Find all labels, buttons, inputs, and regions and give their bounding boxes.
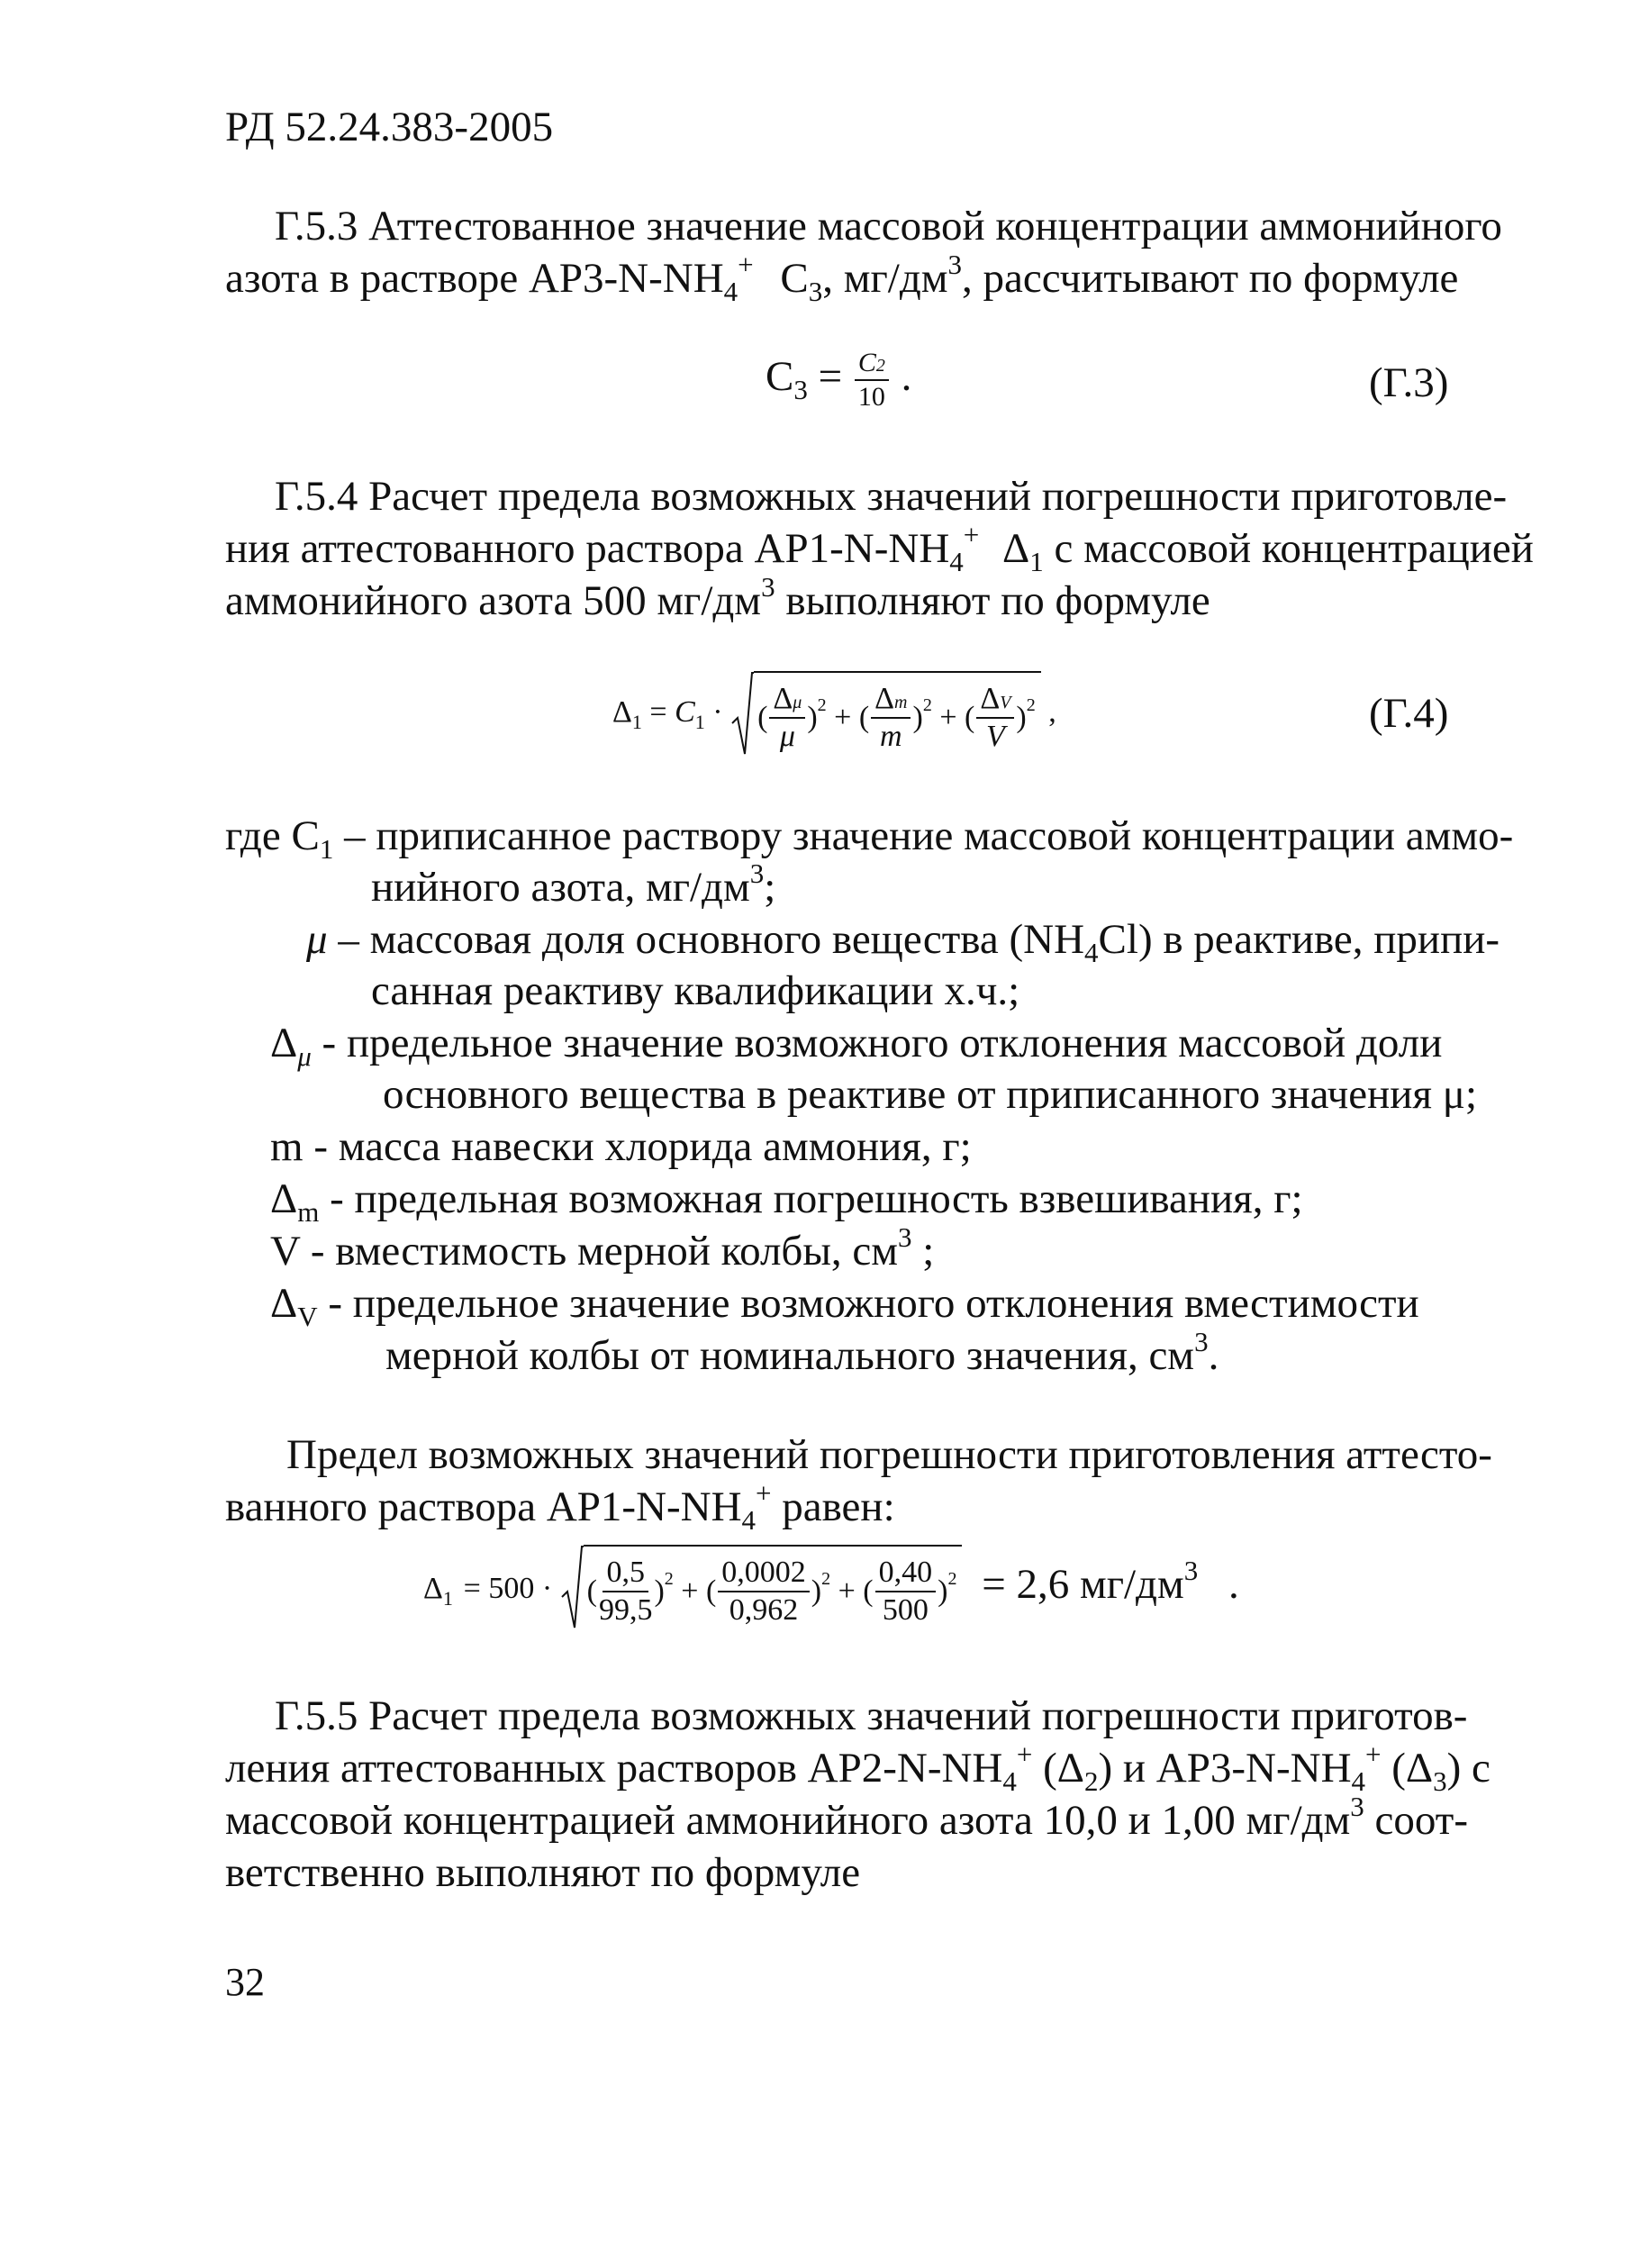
dash: –	[333, 812, 376, 859]
formula-lhs: Δ	[423, 1571, 443, 1605]
definition-delta-v-cont: мерной колбы от номинального значения, $см^3$.	[385, 1326, 1219, 1379]
text: , рассчитывают по формуле	[961, 255, 1459, 302]
symbol: m	[270, 1123, 304, 1170]
definition-c1	[225, 812, 1514, 865]
definition-mu: μ – массовая доля основного вещества $(NH_4Cl)$ в реактиве, припи-	[306, 916, 1500, 968]
text: нийного азота, мг/дм	[371, 864, 750, 911]
result-value: = 2,6 мг/дм	[982, 1560, 1184, 1608]
text: ления аттестованных растворов АР2-N-NH	[225, 1745, 1003, 1792]
paragraph-limit-line1	[286, 1431, 1492, 1478]
formula-c: 500	[488, 1571, 535, 1605]
text: массовая доля основного вещества (NH	[369, 916, 1085, 963]
denominator: 0,962	[729, 1593, 799, 1627]
text: (Δ	[1381, 1745, 1434, 1792]
formula-c: C	[675, 694, 695, 729]
text: ) и АР3-N-NH	[1098, 1745, 1352, 1792]
paragraph-g54-line2: ния аттестованного раствора $АР1-N-NH_4^+$ $\Delta_1$ с массовой концентрацией	[225, 519, 1534, 577]
page-number: 32	[225, 1960, 265, 2004]
symbol: Δ	[270, 1020, 298, 1066]
formula-g4: $\Delta_1 = C_1$ · ( $\frac{\Delta\mu}{\mu}$ ) 2 + ( $\frac{\Delta m}{m}$ ) 2 + ( $\frac{\Delta V}{V}$ ) 2 ,	[612, 671, 1056, 758]
numerator: 0,0002	[718, 1557, 810, 1592]
denominator: μ	[779, 720, 795, 753]
text: основного вещества в реактиве от приписанного значения μ;	[383, 1071, 1478, 1118]
symbol: V	[270, 1228, 301, 1275]
square-root: ( $\frac{0,5}{99,5}$ ) 2 + ( $\frac{0,0002}{0,962}$ ) 2 + ( $\frac{0,40}{500}$ ) 2	[560, 1545, 963, 1631]
dash: -	[317, 1280, 353, 1327]
text: предельная возможная погрешность взвешивания, г;	[354, 1175, 1303, 1222]
text: ния аттестованного раствора АР1-N-NH	[225, 525, 950, 572]
definition-delta-mu	[270, 1020, 1443, 1072]
equation-number-g3: (Г.3)	[1369, 359, 1449, 406]
text: равен:	[771, 1483, 895, 1530]
symbol: μ	[306, 916, 328, 963]
paragraph-g55-line4	[225, 1849, 861, 1896]
text: .	[1228, 1560, 1239, 1608]
text: предельное значение возможного отклонения вместимости	[352, 1280, 1419, 1327]
paragraph-g55-line3: массовой концентрацией аммонийного азота 10,0 и 1,00 $мг/дм^3$ соот-	[225, 1791, 1468, 1844]
text: ;	[911, 1228, 935, 1275]
text: азота в растворе АР3-N-NH	[225, 255, 724, 302]
denominator: m	[880, 720, 902, 753]
text: C	[780, 255, 809, 302]
formula-lhs: Δ	[612, 694, 632, 729]
definition-mu-cont	[371, 967, 1020, 1014]
denominator: V	[985, 720, 1005, 753]
symbol: Δ	[270, 1280, 298, 1327]
dash: –	[327, 916, 370, 963]
numerator: C	[857, 348, 876, 377]
symbol-subscript: 1	[319, 833, 334, 865]
paragraph-g55-line2: ления аттестованных растворов $АР2-N-NH_4^+$ $(\Delta_2)$ и $АР3-N-NH_4^+$ $(\Delta_3)$ с	[225, 1738, 1490, 1797]
paragraph-g53-line1	[275, 203, 1502, 249]
formula-result: Δ1 = 500 · ( $\frac{0,5}{99,5}$ ) 2 + ( $\frac{0,0002}{0,962}$ ) 2 + ( $\frac{0,40}{500}$ ) 2 = 2,6 $мг/дм^3$ .	[423, 1545, 1239, 1631]
dash: -	[319, 1175, 355, 1222]
text: ветственно выполняют по формуле	[225, 1849, 861, 1896]
text: приписанное раствору значение массовой концентрации аммо-	[376, 812, 1514, 859]
denominator: 10	[857, 382, 885, 412]
dash: -	[311, 1020, 347, 1066]
text: Предел возможных значений погрешности приготовления аттесто-	[286, 1431, 1492, 1478]
definition-c1-cont: нийного азота, $мг/дм^3$;	[371, 857, 776, 911]
text: аммонийного азота 500 мг/дм	[225, 577, 762, 624]
formula-lhs: С	[766, 352, 794, 400]
square-root: ( $\frac{\Delta\mu}{\mu}$ ) 2 + ( $\frac{\Delta m}{m}$ ) 2 + ( $\frac{\Delta V}{V}$ ) 2	[730, 671, 1041, 758]
text: Г.5.4 Расчет предела возможных значений погрешности приготовле-	[275, 473, 1508, 520]
text: (Δ	[1032, 1745, 1084, 1792]
fraction: $\frac{C2}{10}$	[855, 349, 889, 411]
symbol: где C	[225, 812, 320, 859]
text: предельное значение возможного отклонения массовой доли	[346, 1020, 1443, 1066]
definition-m	[270, 1123, 972, 1170]
paragraph-g54-line1	[275, 473, 1508, 520]
paragraph-g55-line1	[275, 1692, 1486, 1739]
definition-delta-mu-cont	[383, 1071, 1478, 1118]
text: , мг/дм	[822, 255, 948, 302]
text: санная реактиву квалификации х.ч.;	[371, 967, 1020, 1014]
paragraph-g53-line2: азота в растворе $АР3-N-NH_4^+$ $C_3$, $мг/дм^3$, рассчитывают по формуле	[225, 249, 1459, 307]
text: Г.5.3 Аттестованное значение массовой концентрации аммонийного	[275, 203, 1502, 249]
formula-g3: $С_3$ = $\frac{C2}{10}$ .	[766, 348, 912, 412]
text: Δ	[1002, 525, 1030, 572]
text: ) с	[1446, 1745, 1490, 1792]
numerator: 0,5	[603, 1557, 648, 1592]
text: мерной колбы от номинального значения, см	[385, 1332, 1195, 1379]
symbol-subscript: μ	[297, 1040, 312, 1072]
dash: -	[303, 1123, 339, 1170]
text: Г.5.5 Расчет предела возможных значений погрешности приготов-	[275, 1692, 1468, 1739]
text: масса навески хлорида аммония, г;	[338, 1123, 972, 1170]
definition-v: V - вместимость мерной колбы, $см^3$ ;	[270, 1221, 935, 1275]
text: Cl) в реактиве, припи-	[1098, 916, 1500, 963]
text: ;	[764, 864, 776, 911]
dash: -	[300, 1228, 336, 1275]
definition-delta-v	[270, 1280, 1419, 1332]
definition-delta-m	[270, 1175, 1303, 1228]
text: ванного раствора АР1-N-NH	[225, 1483, 742, 1530]
text: соот-	[1364, 1797, 1468, 1844]
document-code: РД 52.24.383-2005	[225, 104, 554, 150]
symbol-subscript: m	[297, 1196, 320, 1228]
denominator: 500	[882, 1593, 929, 1627]
denominator: 99,5	[598, 1593, 653, 1627]
equation-number-g4: (Г.4)	[1369, 690, 1449, 737]
text: массовой концентрацией аммонийного азота 10,0 и 1,00 мг/дм	[225, 1797, 1351, 1844]
paragraph-g54-line3: аммонийного азота 500 $мг/дм^3$ выполняют по формуле	[225, 571, 1210, 624]
symbol-subscript: V	[297, 1301, 318, 1332]
symbol: Δ	[270, 1175, 298, 1222]
text: выполняют по формуле	[775, 577, 1210, 624]
text: вместимость мерной колбы, см	[335, 1228, 898, 1275]
text: с массовой концентрацией	[1043, 525, 1534, 572]
paragraph-limit-line2: ванного раствора $АР1-N-NH_4^+$ равен:	[225, 1477, 895, 1536]
numerator: 0,40	[875, 1557, 937, 1592]
text: .	[1208, 1332, 1219, 1379]
